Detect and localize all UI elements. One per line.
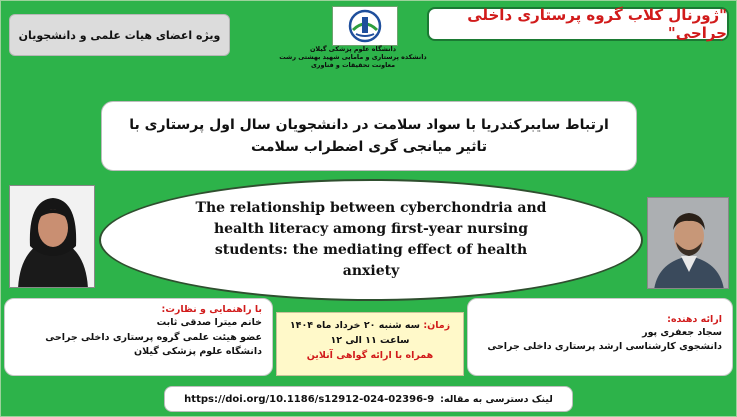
supervisor-box [4,298,273,376]
persian-title-box [101,101,637,171]
supervisor-line: دانشگاه علوم پزشکی گیلان [134,346,262,357]
affiliation-line: معاونت تحقیقات و فناوری [310,61,396,69]
article-link-box [164,386,573,412]
affiliation-line: دانشکده پرستاری و مامایی شهید بهشتی رشت [279,53,427,61]
schedule-date-line [281,318,459,333]
supervisor-line: خانم میترا صدقی ثابت [156,317,262,328]
schedule-label: زمان: [423,320,451,331]
article-link-label: لینک دسترسی به مقاله: [440,393,553,405]
article-link[interactable]: https://doi.org/10.1186/s12912-024-02396-9 [184,393,435,405]
schedule-date: سه شنبه ۲۰ خرداد ماه ۱۴۰۴ [289,320,420,331]
schedule-time: ساعت ۱۱ الی ۱۲ [330,335,410,346]
presenter-box [467,298,733,376]
schedule-note: همراه با ارائه گواهی آنلاین [306,350,434,361]
schedule-box [276,312,464,376]
affiliation [255,45,451,69]
persian-title: ارتباط سایبرکندریا با سواد سلامت در دانشجویان سال اول پرستاری با تاثیر میانجی گری اضطراب سلامت [129,117,609,155]
english-title-oval [99,179,643,301]
supervisor-portrait-icon [10,186,95,288]
presenter-portrait-icon [648,198,729,289]
supervisor-photo [9,185,95,288]
presenter-line: سجاد جعفری پور [642,327,722,338]
affiliation-line: دانشگاه علوم پزشکی گیلان [309,45,397,53]
presenter-line: دانشجوی کارشناسی ارشد پرستاری داخلی جراحی [487,341,722,352]
audience-badge [9,14,230,56]
supervisor-heading: با راهنمایی و نظارت: [161,304,262,315]
presenter-photo [647,197,729,289]
university-logo [332,6,398,46]
audience-text: ویژه اعضای هیات علمی و دانشجویان [18,28,221,42]
journal-club-title-badge [427,7,729,41]
university-emblem-icon [337,9,393,43]
presenter-heading: ارائه دهنده: [667,314,722,325]
journal-club-title: "ژورنال کلاب گروه پرستاری داخلی جراحی" [467,6,727,42]
english-title: The relationship between cyberchondria and health literacy among first-year nursing students: the mediating effect of health anxiety [195,200,547,279]
supervisor-line: عضو هیئت علمی گروه پرستاری داخلی جراحی [45,331,262,343]
